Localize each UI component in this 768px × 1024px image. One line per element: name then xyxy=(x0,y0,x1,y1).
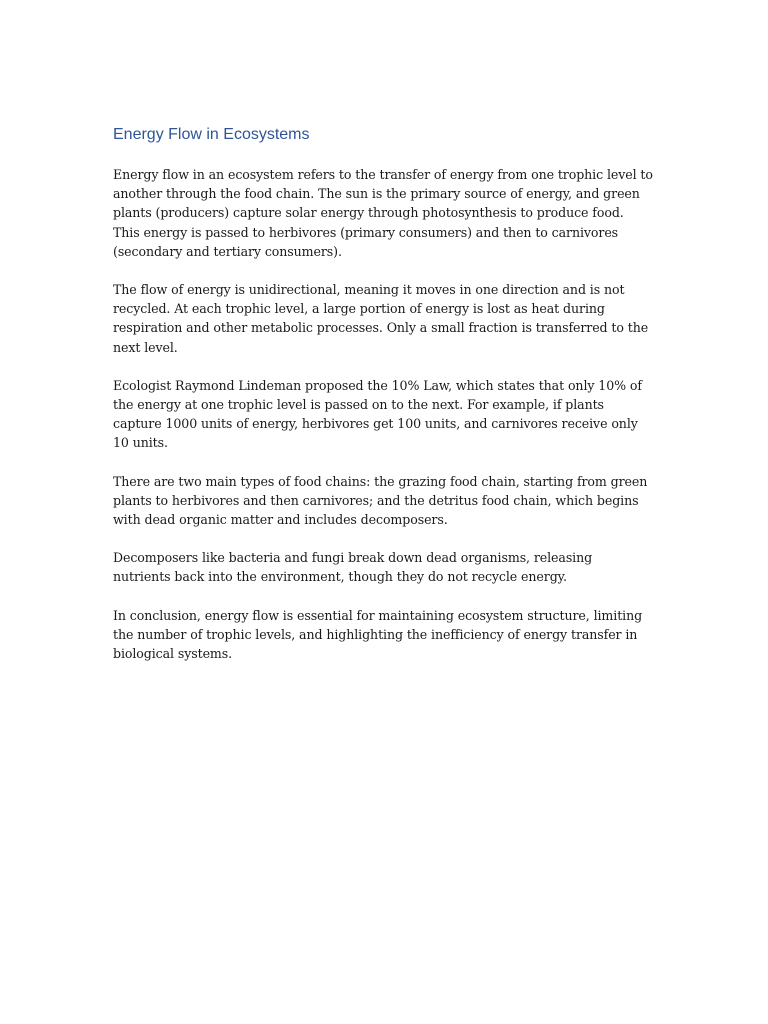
paragraph-food-chain-types: There are two main types of food chains: the grazing food chain, starting from green plants to herbivores and then carnivores; and the detritus food chain, which begins with dead organic matter and includes decomposers. xyxy=(113,473,648,528)
paragraph-unidirectional-flow: The flow of energy is unidirectional, meaning it moves in one direction and is not recycled. At each trophic level, a large portion of energy is lost as heat during respiration and other metabolic processes. Only a small fraction is transferred to the next level. xyxy=(113,282,649,355)
paragraph-decomposers: Decomposers like bacteria and fungi break down dead organisms, releasing nutrients back into the environment, though they do not recycle energy. xyxy=(113,550,593,585)
paragraph-intro: Energy flow in an ecosystem refers to the transfer of energy from one trophic level to another through the food chain. The sun is the primary source of energy, and green plants (producers) capture solar energy through photosynthesis to produce food. This energy is passed to herbivores (primary consumers) and then to carnivores (secondary and tertiary consumers). xyxy=(113,167,653,259)
paragraph-conclusion: In conclusion, energy flow is essential for maintaining ecosystem structure, limiting the number of trophic levels, and highlighting the inefficiency of energy transfer in biological systems. xyxy=(113,607,643,662)
document-title: Energy Flow in Ecosystems xyxy=(113,126,310,143)
document-body xyxy=(113,124,653,682)
paragraph-ten-percent-law: Ecologist Raymond Lindeman proposed the 10% Law, which states that only 10% of the energy at one trophic level is passed on to the next. For example, if plants capture 1000 units of energy, herbivores get 100 units, and carnivores receive only 10 units. xyxy=(113,377,642,451)
